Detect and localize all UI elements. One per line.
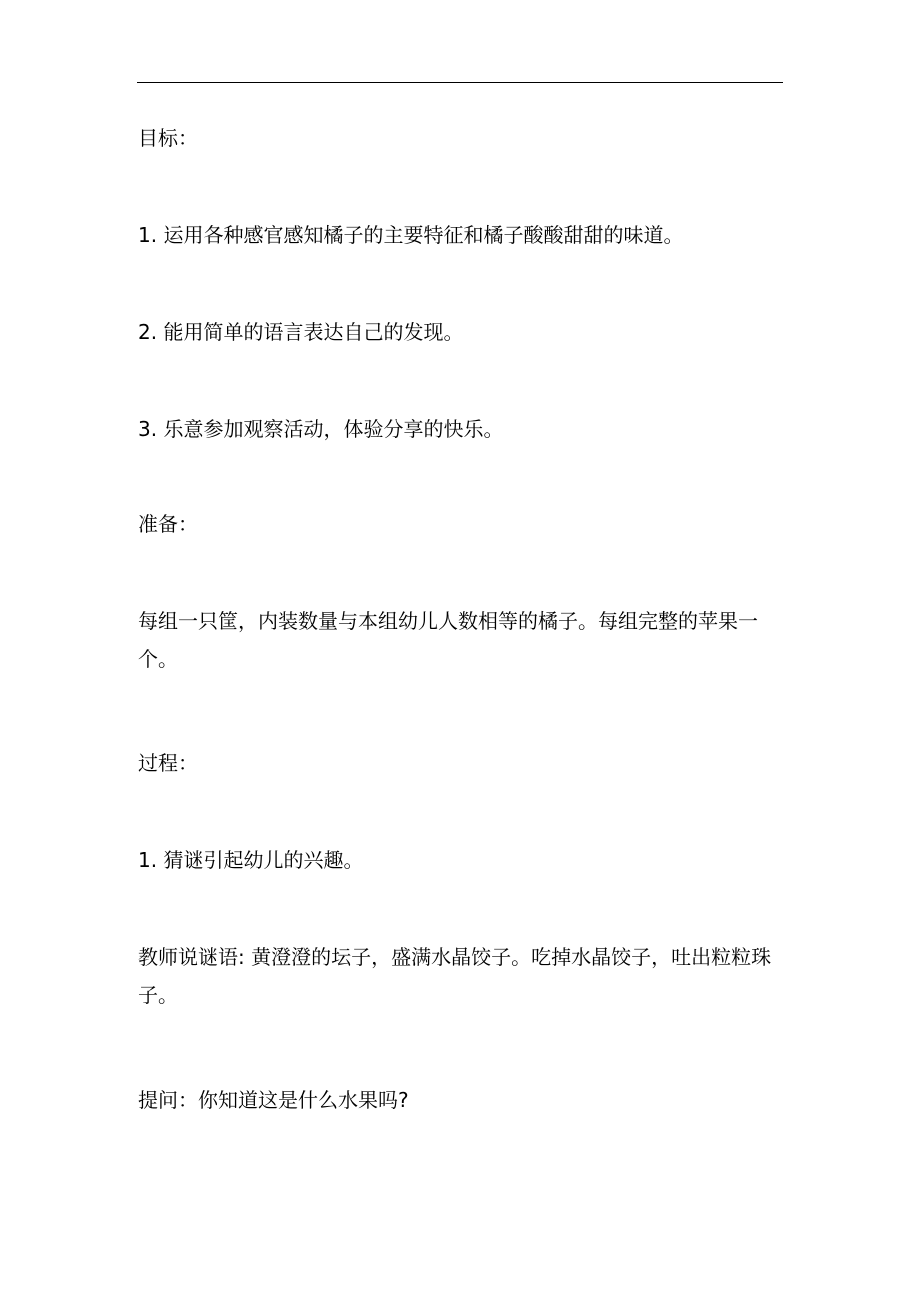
section-heading-preparation: 准备： xyxy=(138,512,198,536)
preparation-text: 每组一只筐，内装数量与本组幼儿人数相等的橘子。每组完整的苹果一个。 xyxy=(138,609,758,671)
goal-item-3: 3. 乐意参加观察活动，体验分享的快乐。 xyxy=(138,417,504,441)
header-rule xyxy=(137,82,783,83)
goal-item-2: 2. 能用简单的语言表达自己的发现。 xyxy=(138,320,464,344)
question-text: 提问：你知道这是什么水果吗? xyxy=(138,1088,409,1112)
riddle-text: 教师说谜语: 黄澄澄的坛子，盛满水晶饺子。吃掉水晶饺子，吐出粒粒珠子。 xyxy=(138,945,772,1007)
section-heading-goals: 目标： xyxy=(138,126,198,150)
process-step-1: 1. 猜谜引起幼儿的兴趣。 xyxy=(138,848,364,872)
section-heading-process: 过程： xyxy=(138,751,198,775)
goal-item-1: 1. 运用各种感官感知橘子的主要特征和橘子酸酸甜甜的味道。 xyxy=(138,223,684,247)
